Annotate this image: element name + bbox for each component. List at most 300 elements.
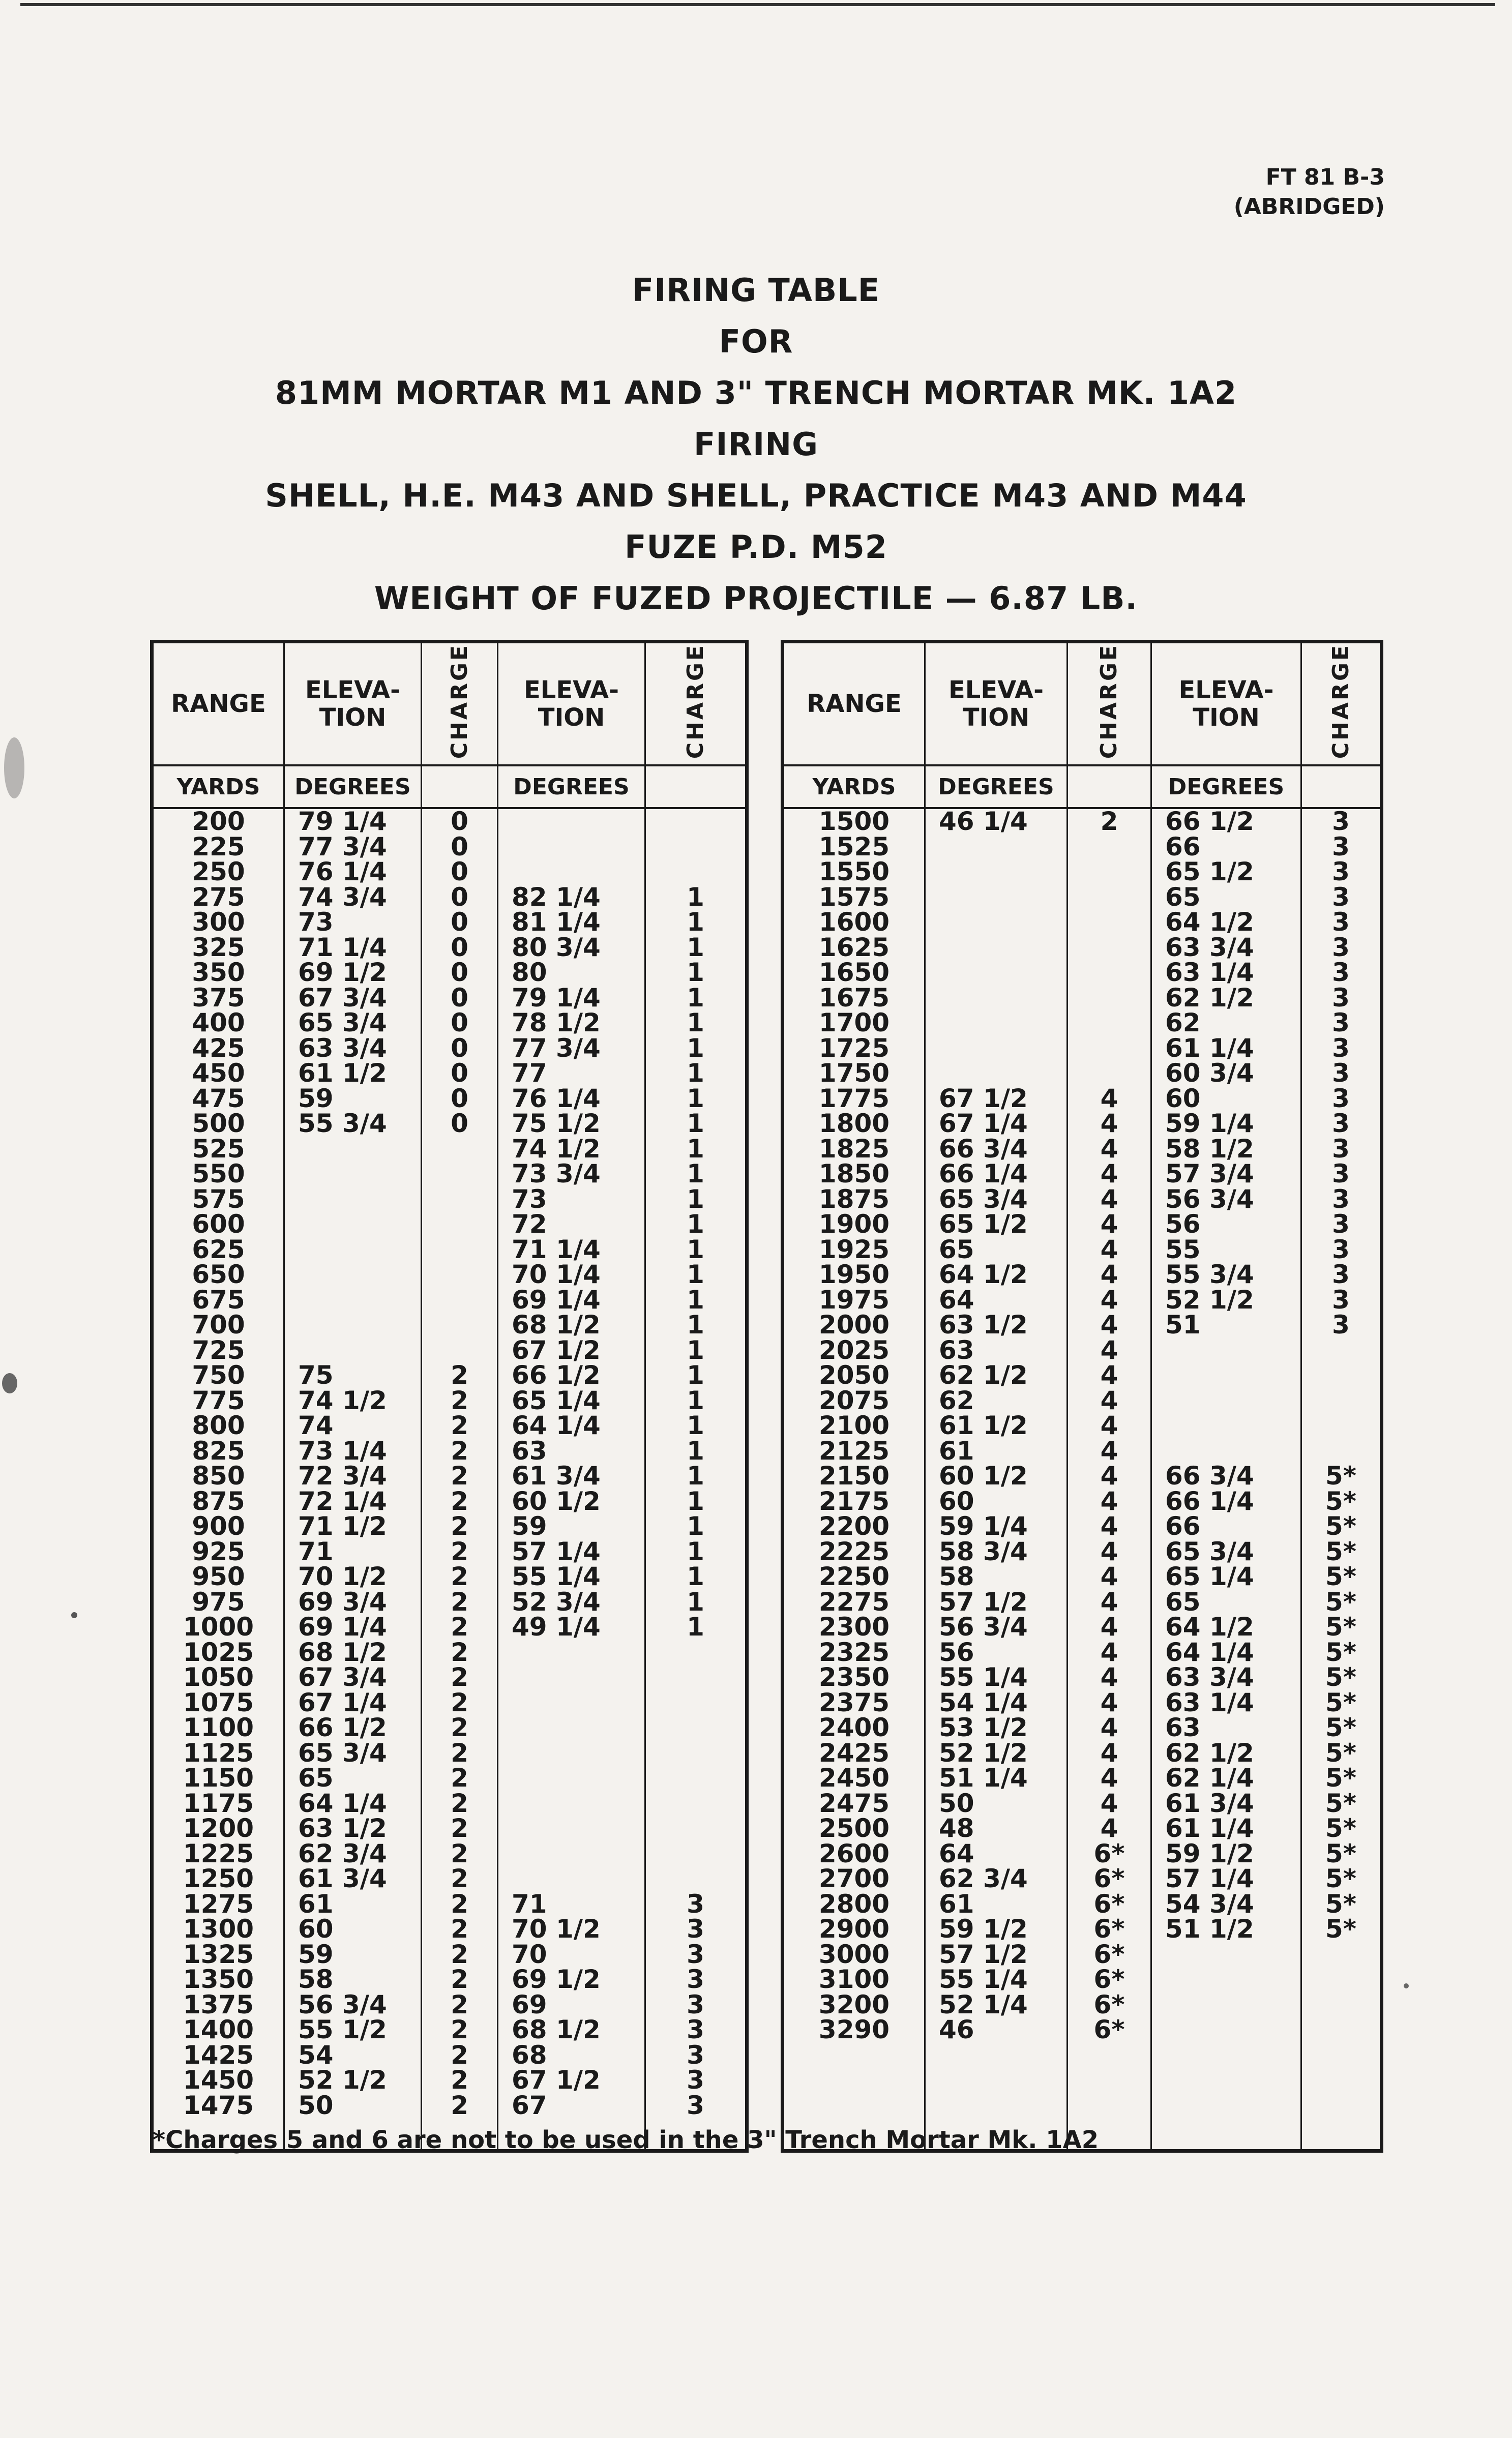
table-cell: 1475 (183, 2090, 254, 2120)
table-cell: 3100 (818, 1965, 890, 1995)
table-cell: 4 (1100, 1587, 1118, 1617)
elevation-column (925, 808, 1068, 2151)
charge-header-label: CHARGE (1096, 643, 1122, 759)
table-cell: 4 (1100, 1713, 1118, 1743)
table-cell (285, 1313, 421, 1338)
table-cell: 4 (1100, 1612, 1118, 1642)
table-cell: 5* (1325, 1486, 1356, 1516)
table-cell: 2050 (818, 1360, 890, 1390)
table-cell: 2 (451, 1813, 468, 1844)
table-cell: 1925 (818, 1234, 890, 1264)
table-cell: 62 1/2 (1165, 983, 1254, 1013)
table-cell: 70 1/2 (512, 1914, 601, 1944)
table-cell (646, 1665, 745, 1690)
table-cell: 61 1/4 (1165, 1033, 1254, 1063)
charges-footnote: *Charges 5 and 6 are not to be used in the 3" Trench Mortar Mk. 1A2 (153, 2126, 1099, 2154)
title-line-7: WEIGHT OF FUZED PROJECTILE — 6.87 LB. (374, 580, 1138, 617)
table-cell: 5* (1325, 1587, 1356, 1617)
table-cell (1152, 2017, 1300, 2043)
table-cell: 4 (1100, 1335, 1118, 1365)
table-cell: 4 (1100, 1662, 1118, 1692)
table-cell: 4 (1100, 1234, 1118, 1264)
table-cell: 3 (1332, 907, 1350, 937)
table-cell: 1250 (183, 1864, 254, 1894)
table-cell: 1 (687, 1008, 704, 1038)
title-line-5: SHELL, H.E. M43 AND SHELL, PRACTICE M43 AND M44 (265, 477, 1247, 514)
table-cell: 1150 (183, 1763, 254, 1793)
table-cell: 74 1/2 (298, 1385, 387, 1415)
table-cell: 68 1/2 (512, 1310, 601, 1340)
table-cell (646, 1741, 745, 1766)
table-cell: 1875 (818, 1184, 890, 1214)
table-cell: 750 (192, 1360, 245, 1390)
table-cell: 1 (687, 1511, 704, 1541)
table-cell: 3 (1332, 958, 1350, 988)
table-cell: 65 (939, 1234, 974, 1264)
document-reference (1234, 163, 1385, 222)
table-cell: 2 (451, 1788, 468, 1818)
table-cell: 67 1/2 (512, 2065, 601, 2095)
table-cell: 62 3/4 (939, 1864, 1028, 1894)
table-cell: 6* (1093, 1838, 1125, 1868)
table-cell: 60 1/2 (512, 1486, 601, 1516)
charge-unit-blank (1068, 765, 1151, 808)
table-cell: 6* (1093, 2015, 1125, 2045)
table-cell: 775 (192, 1385, 245, 1415)
table-cell: 4 (1100, 1083, 1118, 1113)
table-cell: 71 1/4 (298, 932, 387, 962)
table-cell: 3 (687, 2090, 704, 2120)
table-cell: 66 3/4 (1165, 1461, 1254, 1491)
table-cell: 72 3/4 (298, 1461, 387, 1491)
charge-header-label: CHARGE (446, 643, 472, 759)
table-cell: 2 (451, 1914, 468, 1944)
degrees-unit: DEGREES (498, 765, 645, 808)
table-cell: 55 (1165, 1234, 1201, 1264)
table-cell: 6* (1093, 1889, 1125, 1919)
table-cell (1302, 1942, 1380, 1968)
table-cell: 1 (687, 1083, 704, 1113)
table-cell: 1 (687, 1612, 704, 1642)
table-cell: 4 (1100, 1385, 1118, 1415)
table-cell: 1 (687, 882, 704, 912)
table-cell: 67 3/4 (298, 1662, 387, 1692)
table-cell: 63 (512, 1436, 547, 1466)
table-cell: 0 (451, 1109, 468, 1139)
table-cell: 58 1/2 (1165, 1134, 1254, 1164)
elevation-column (1151, 808, 1301, 2151)
table-cell: 3 (1332, 1083, 1350, 1113)
table-cell: 65 (1165, 882, 1201, 912)
table-cell: 2100 (818, 1411, 890, 1441)
table-cell: 6* (1093, 1939, 1125, 1969)
table-cell: 5* (1325, 1637, 1356, 1667)
table-cell: 5* (1325, 1838, 1356, 1868)
table-cell: 78 1/2 (512, 1008, 601, 1038)
table-cell: 50 (298, 2090, 334, 2120)
table-cell: 875 (192, 1486, 245, 1516)
table-cell: 1850 (818, 1159, 890, 1189)
table-cell: 1 (687, 932, 704, 962)
table-cell: 1 (687, 1058, 704, 1088)
table-cell (926, 885, 1066, 910)
table-cell (1068, 986, 1150, 1011)
table-cell: 325 (192, 932, 245, 962)
table-cell: 61 3/4 (298, 1864, 387, 1894)
table-cell: 66 (1165, 831, 1201, 861)
table-cell: 2700 (818, 1864, 890, 1894)
table-cell: 2175 (818, 1486, 890, 1516)
table-cell: 55 1/4 (939, 1662, 1028, 1692)
table-cell: 5* (1325, 1738, 1356, 1768)
table-cell: 4 (1100, 1511, 1118, 1541)
table-cell: 900 (192, 1511, 245, 1541)
table-cell: 63 (1165, 1713, 1201, 1743)
table-cell: 450 (192, 1058, 245, 1088)
table-cell: 2075 (818, 1385, 890, 1415)
table-cell: 67 3/4 (298, 983, 387, 1013)
table-cell: 64 (939, 1285, 974, 1315)
table-cell: 1 (687, 1335, 704, 1365)
table-cell: 1 (687, 1360, 704, 1390)
table-cell: 1525 (818, 831, 890, 861)
table-cell: 2 (451, 1687, 468, 1717)
table-cell: 66 1/2 (1165, 807, 1254, 837)
table-cell: 68 1/2 (298, 1637, 387, 1667)
table-cell: 62 1/4 (1165, 1763, 1254, 1793)
table-cell: 73 (298, 907, 334, 937)
table-cell: 0 (451, 1083, 468, 1113)
table-cell: 5* (1325, 1662, 1356, 1692)
table-cell (1068, 885, 1150, 910)
table-cell (926, 935, 1066, 961)
table-cell (422, 1137, 497, 1162)
range-column (152, 808, 284, 2151)
table-cell: 52 1/2 (1165, 1285, 1254, 1315)
reference-code: FT 81 B-3 (1265, 164, 1385, 190)
table-cell: 61 (298, 1889, 334, 1919)
table-cell (646, 835, 745, 860)
charge-column (422, 808, 498, 2151)
table-cell: 825 (192, 1436, 245, 1466)
table-cell: 3290 (818, 2015, 890, 2045)
table-cell: 75 (298, 1360, 334, 1390)
table-cell: 65 3/4 (939, 1184, 1028, 1214)
table-cell: 67 1/4 (939, 1109, 1028, 1139)
table-cell: 70 1/4 (512, 1260, 601, 1290)
table-cell: 725 (192, 1335, 245, 1365)
table-cell: 4 (1100, 1813, 1118, 1844)
table-cell: 2 (451, 1486, 468, 1516)
table-cell: 64 1/4 (1165, 1637, 1254, 1667)
table-cell: 1650 (818, 958, 890, 988)
charge-header-label: CHARGE (682, 643, 708, 759)
table-cell (1302, 1413, 1380, 1439)
table-cell: 1 (687, 1209, 704, 1239)
title-line-4: FIRING (693, 426, 818, 463)
table-cell: 60 (1165, 1083, 1201, 1113)
table-cell: 70 (512, 1939, 547, 1969)
table-cell (285, 1187, 421, 1212)
table-cell: 2800 (818, 1889, 890, 1919)
table-cell: 675 (192, 1285, 245, 1315)
table-cell: 0 (451, 907, 468, 937)
table-cell: 1600 (818, 907, 890, 937)
table-cell: 0 (451, 1058, 468, 1088)
table-cell (926, 1036, 1066, 1061)
table-cell: 59 (298, 1083, 334, 1113)
firing-table-right (781, 640, 1383, 2153)
table-cell (646, 1640, 745, 1666)
title-line-3: 81MM MORTAR M1 AND 3" TRENCH MORTAR MK. 1A2 (275, 374, 1237, 411)
table-cell (498, 835, 644, 860)
table-cell: 2 (451, 2065, 468, 2095)
table-cell: 1 (687, 1461, 704, 1491)
table-cell: 2425 (818, 1738, 890, 1768)
table-cell (422, 1162, 497, 1187)
table-cell: 59 (298, 1939, 334, 1969)
table-cell (422, 1338, 497, 1363)
table-cell: 59 1/2 (939, 1914, 1028, 1944)
table-cell: 64 1/2 (1165, 1612, 1254, 1642)
table-cell (926, 1061, 1066, 1086)
table-cell: 62 (939, 1385, 974, 1415)
table-cell: 56 (1165, 1209, 1201, 1239)
table-cell: 52 1/2 (298, 2065, 387, 2095)
table-cell: 2 (451, 1713, 468, 1743)
table-cell: 800 (192, 1411, 245, 1441)
table-cell: 65 (1165, 1587, 1201, 1617)
table-cell: 3 (1332, 882, 1350, 912)
table-cell: 1550 (818, 857, 890, 887)
table-cell: 63 1/2 (298, 1813, 387, 1844)
table-cell: 525 (192, 1134, 245, 1164)
charge-column (1068, 808, 1151, 2151)
table-cell (1302, 1439, 1380, 1464)
table-cell: 2 (451, 1939, 468, 1969)
table-cell (1068, 859, 1150, 885)
table-cell: 1 (687, 1587, 704, 1617)
table-cell (646, 1715, 745, 1741)
table-cell (1068, 935, 1150, 961)
table-cell: 60 (298, 1914, 334, 1944)
table-cell: 60 3/4 (1165, 1058, 1254, 1088)
table-cell: 2000 (818, 1310, 890, 1340)
yards-unit: YARDS (783, 765, 925, 808)
table-cell: 62 (1165, 1008, 1201, 1038)
table-cell: 3 (1332, 932, 1350, 962)
table-cell: 1 (687, 1134, 704, 1164)
table-cell: 4 (1100, 1637, 1118, 1667)
table-cell: 63 3/4 (298, 1033, 387, 1063)
table-cell: 2 (451, 1587, 468, 1617)
table-cell: 4 (1100, 1310, 1118, 1340)
table-cell: 1225 (183, 1838, 254, 1868)
table-cell: 50 (939, 1788, 974, 1818)
table-cell: 55 1/4 (512, 1562, 601, 1592)
table-cell (498, 1866, 644, 1892)
table-cell: 4 (1100, 1109, 1118, 1139)
table-cell: 0 (451, 958, 468, 988)
table-cell (498, 1791, 644, 1817)
table-cell: 2 (1100, 807, 1118, 837)
table-cell: 4 (1100, 1134, 1118, 1164)
table-cell: 3 (1332, 1184, 1350, 1214)
table-cell: 71 (512, 1889, 547, 1919)
table-cell (285, 1338, 421, 1363)
table-cell: 74 (298, 1411, 334, 1441)
table-cell: 79 1/4 (298, 807, 387, 837)
table-cell (926, 910, 1066, 935)
table-cell: 3 (1332, 1134, 1350, 1164)
table-cell: 1375 (183, 1989, 254, 2019)
table-cell: 77 3/4 (298, 831, 387, 861)
title-line-2: FOR (719, 323, 793, 360)
table-cell: 66 1/2 (298, 1713, 387, 1743)
table-cell: 0 (451, 1008, 468, 1038)
elevation-column (498, 808, 645, 2151)
table-cell (1152, 1942, 1300, 1968)
table-cell: 4 (1100, 1159, 1118, 1189)
title-line-6: FUZE P.D. M52 (625, 528, 887, 566)
table-cell: 68 (512, 2040, 547, 2070)
table-cell: 1 (687, 1562, 704, 1592)
charge-header (645, 642, 747, 766)
table-cell: 66 1/4 (1165, 1486, 1254, 1516)
table-cell: 63 1/4 (1165, 1687, 1254, 1717)
table-cell: 2275 (818, 1587, 890, 1617)
table-cell: 72 (512, 1209, 547, 1239)
table-cell: 2900 (818, 1914, 890, 1944)
table-cell: 0 (451, 857, 468, 887)
table-cell (646, 1791, 745, 1817)
table-cell: 80 (512, 958, 547, 988)
table-cell: 425 (192, 1033, 245, 1063)
table-cell: 66 1/4 (939, 1159, 1028, 1189)
table-cell: 3 (1332, 831, 1350, 861)
table-cell: 1 (687, 907, 704, 937)
table-cell: 1 (687, 1184, 704, 1214)
table-cell: 3 (687, 2040, 704, 2070)
elevation-column (284, 808, 422, 2151)
table-cell: 975 (192, 1587, 245, 1617)
table-cell: 5* (1325, 1461, 1356, 1491)
table-cell: 60 (939, 1486, 974, 1516)
table-cell: 67 (512, 2090, 547, 2120)
table-cell: 1 (687, 1436, 704, 1466)
table-cell: 2 (451, 2090, 468, 2120)
table-cell (1068, 960, 1150, 986)
table-cell: 2 (451, 1889, 468, 1919)
table-cell (1152, 1439, 1300, 1464)
table-cell: 0 (451, 831, 468, 861)
table-cell: 4 (1100, 1285, 1118, 1315)
table-cell: 55 1/2 (298, 2015, 387, 2045)
table-cell: 65 3/4 (298, 1738, 387, 1768)
table-cell: 1575 (818, 882, 890, 912)
charge-column (1301, 808, 1382, 2151)
table-cell: 2 (451, 1965, 468, 1995)
table-cell: 1 (687, 958, 704, 988)
scan-speck (4, 737, 24, 798)
table-cell: 4 (1100, 1411, 1118, 1441)
table-cell: 66 1/2 (512, 1360, 601, 1390)
top-border-line (20, 3, 1495, 6)
degrees-unit: DEGREES (284, 765, 422, 808)
table-cell: 2 (451, 1385, 468, 1415)
table-cell: 52 1/2 (939, 1738, 1028, 1768)
table-cell: 59 1/4 (1165, 1109, 1254, 1139)
table-cell: 700 (192, 1310, 245, 1340)
table-cell: 5* (1325, 1813, 1356, 1844)
table-cell: 350 (192, 958, 245, 988)
table-cell: 1750 (818, 1058, 890, 1088)
table-cell: 1125 (183, 1738, 254, 1768)
table-cell: 81 1/4 (512, 907, 601, 937)
table-cell: 1 (687, 1260, 704, 1290)
elevation-header: ELEVA- TION (498, 642, 645, 766)
table-cell (1302, 2017, 1380, 2043)
table-cell: 2 (451, 1436, 468, 1466)
table-cell: 1 (687, 1109, 704, 1139)
table-cell (646, 1841, 745, 1867)
table-cell: 1975 (818, 1285, 890, 1315)
elevation-header: ELEVA- TION (284, 642, 422, 766)
table-cell: 4 (1100, 1486, 1118, 1516)
table-cell: 57 3/4 (1165, 1159, 1254, 1189)
table-cell: 2225 (818, 1536, 890, 1566)
table-cell (498, 1766, 644, 1791)
table-cell: 3 (1332, 983, 1350, 1013)
table-cell: 2 (451, 1838, 468, 1868)
table-cell: 2 (451, 1738, 468, 1768)
table-cell: 200 (192, 807, 245, 837)
table-cell: 62 1/2 (1165, 1738, 1254, 1768)
table-cell: 61 1/2 (298, 1058, 387, 1088)
table-cell: 1775 (818, 1083, 890, 1113)
table-cell: 69 3/4 (298, 1587, 387, 1617)
charge-header (1068, 642, 1151, 766)
table-cell: 3 (1332, 1260, 1350, 1290)
table-cell (285, 1237, 421, 1263)
elevation-header: ELEVA- TION (1151, 642, 1301, 766)
table-cell: 65 3/4 (298, 1008, 387, 1038)
table-cell: 65 3/4 (1165, 1536, 1254, 1566)
table-cell: 3 (687, 1989, 704, 2019)
table-cell: 64 (939, 1838, 974, 1868)
table-cell (1152, 1338, 1300, 1363)
table-cell: 1 (687, 1285, 704, 1315)
table-cell: 500 (192, 1109, 245, 1139)
table-cell: 54 1/4 (939, 1687, 1028, 1717)
table-cell: 56 3/4 (939, 1612, 1028, 1642)
table-cell: 46 (939, 2015, 974, 2045)
table-cell: 64 1/2 (939, 1260, 1028, 1290)
table-cell: 1200 (183, 1813, 254, 1844)
table-cell (422, 1288, 497, 1313)
table-cell: 71 1/2 (298, 1511, 387, 1541)
table-cell (646, 859, 745, 885)
table-cell: 82 1/4 (512, 882, 601, 912)
elevation-header: ELEVA- TION (925, 642, 1068, 766)
table-cell: 76 1/4 (298, 857, 387, 887)
table-cell (646, 809, 745, 835)
table-cell: 2 (451, 1864, 468, 1894)
table-cell: 1 (687, 1234, 704, 1264)
table-cell (926, 1010, 1066, 1036)
table-cell: 75 1/2 (512, 1109, 601, 1139)
table-cell: 68 1/2 (512, 2015, 601, 2045)
